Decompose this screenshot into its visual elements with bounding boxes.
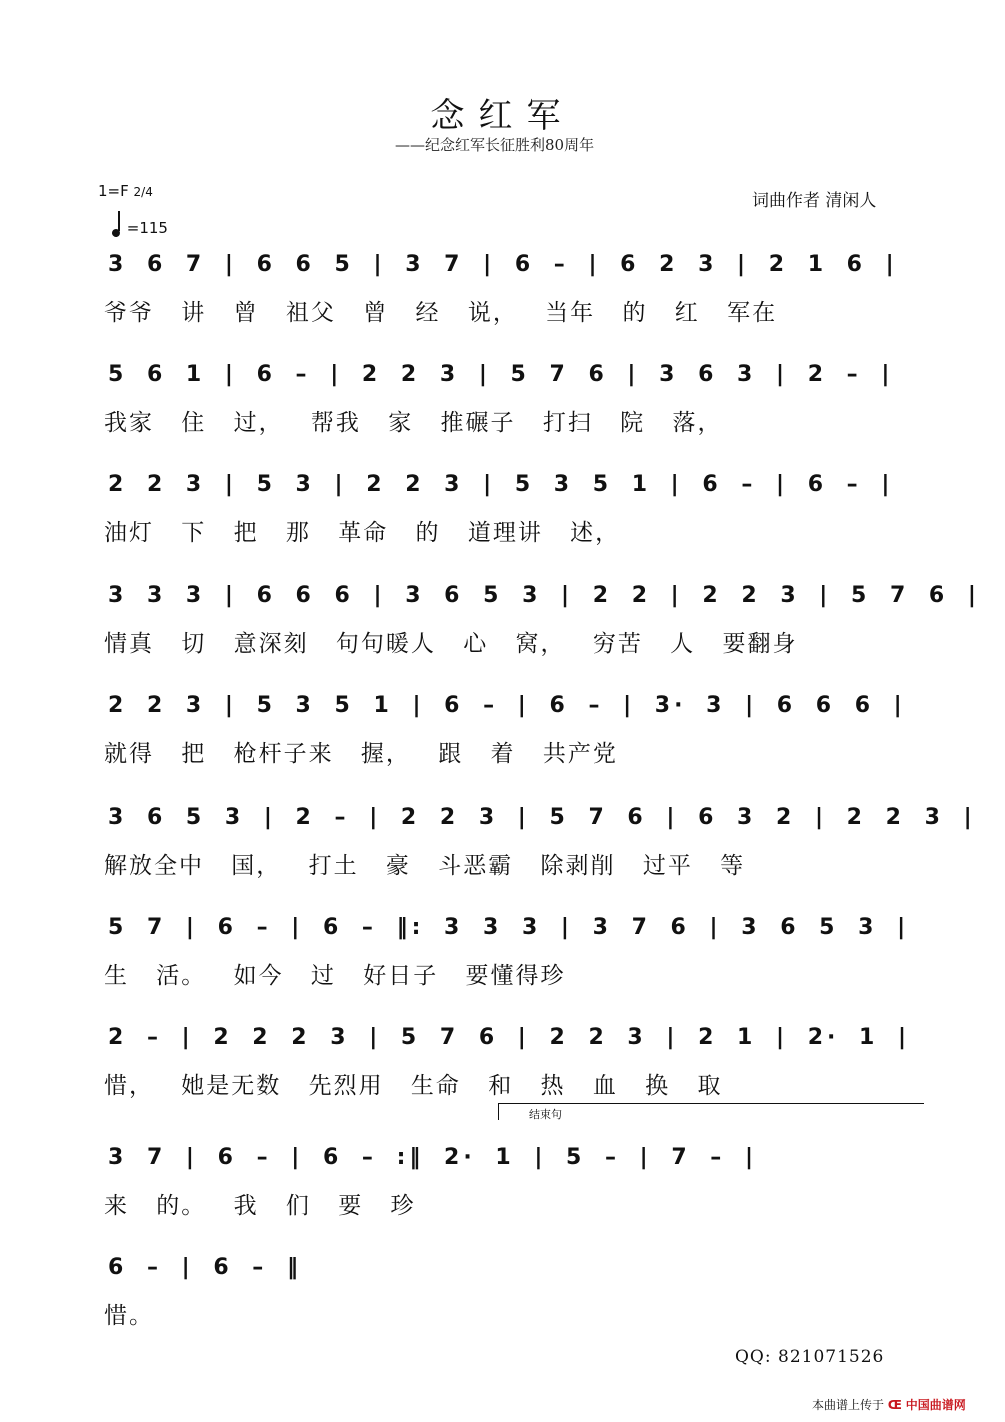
site-logo-icon: Œ [887,1398,902,1412]
key-label: 1=F [98,182,129,200]
score-system [0,252,1005,348]
notation-line: 2 – | 2 2 2 3 | 5 7 6 | 2 2 3 | 2 1 | 2· 1 | [108,1025,911,1050]
notation-line: 3 3 3 | 6 6 6 | 3 6 5 3 | 2 2 | 2 2 3 | 5 7 6 | [108,583,980,608]
quarter-note-icon [112,219,122,237]
qq-contact: QQ: 821071526 [735,1347,885,1367]
score-system [0,1255,1005,1351]
notation-line: 6 – | 6 – ‖ [108,1255,302,1280]
score-system [0,693,1005,789]
lyric-line: 惜。 [104,1303,154,1329]
lyric-line: 情真 切 意深刻 句句暖人 心 窝， 穷苦 人 要翻身 [104,631,798,657]
lyric-line: 生 活。 如今 过 好日子 要懂得珍 [104,963,566,989]
score-system [0,472,1005,568]
score-system [0,362,1005,458]
tempo-value: =115 [126,219,168,237]
lyric-line: 解放全中 国， 打土 豪 斗恶霸 除剥削 过平 等 [104,853,746,879]
song-title: 念红军 [430,96,575,136]
notation-line: 2 2 3 | 5 3 | 2 2 3 | 5 3 5 1 | 6 – | 6 – | [108,472,894,497]
score-system [0,583,1005,679]
lyric-line: 就得 把 枪杆子来 握， 跟 着 共产党 [104,741,618,767]
lyric-line: 我家 住 过， 帮我 家 推碾子 打扫 院 落， [104,410,723,436]
notation-line: 3 6 7 | 6 6 5 | 3 7 | 6 – | 6 2 3 | 2 1 6 | [108,252,898,277]
ending-bracket [498,1103,924,1120]
footer-brand: 中国曲谱网 [905,1398,966,1412]
lyric-line: 爷爷 讲 曾 祖父 曾 经 说， 当年 的 红 军在 [104,300,778,326]
notation-line: 2 2 3 | 5 3 5 1 | 6 – | 6 – | 3· 3 | 6 6 6 | [108,693,906,718]
ending-label: 结束句 [529,1108,562,1121]
song-subtitle: ——纪念红军长征胜利80周年 [395,136,595,154]
author-credit: 词曲作者 清闲人 [752,191,877,211]
lyric-line: 油灯 下 把 那 革命 的 道理讲 述， [104,520,621,546]
score-system [0,805,1005,901]
upload-footer [812,1396,966,1413]
notation-line: 3 7 | 6 – | 6 – :‖ 2· 1 | 5 – | 7 – | [108,1145,757,1170]
score-system [0,1145,1005,1241]
footer-text: 本曲谱上传于 [812,1398,885,1412]
lyric-line: 来 的。 我 们 要 珍 [104,1193,416,1219]
time-signature: 2/4 [133,185,153,199]
tempo-marking [112,213,168,237]
lyric-line: 惜， 她是无数 先烈用 生命 和 热 血 换 取 [104,1073,723,1099]
notation-line: 5 6 1 | 6 – | 2 2 3 | 5 7 6 | 3 6 3 | 2 – | [108,362,894,387]
score-system [0,915,1005,1011]
key-signature [98,182,153,200]
notation-line: 3 6 5 3 | 2 – | 2 2 3 | 5 7 6 | 6 3 2 | 2 2 3 | [108,805,976,830]
notation-line: 5 7 | 6 – | 6 – ‖: 3 3 3 | 3 7 6 | 3 6 5 3 | [108,915,910,940]
